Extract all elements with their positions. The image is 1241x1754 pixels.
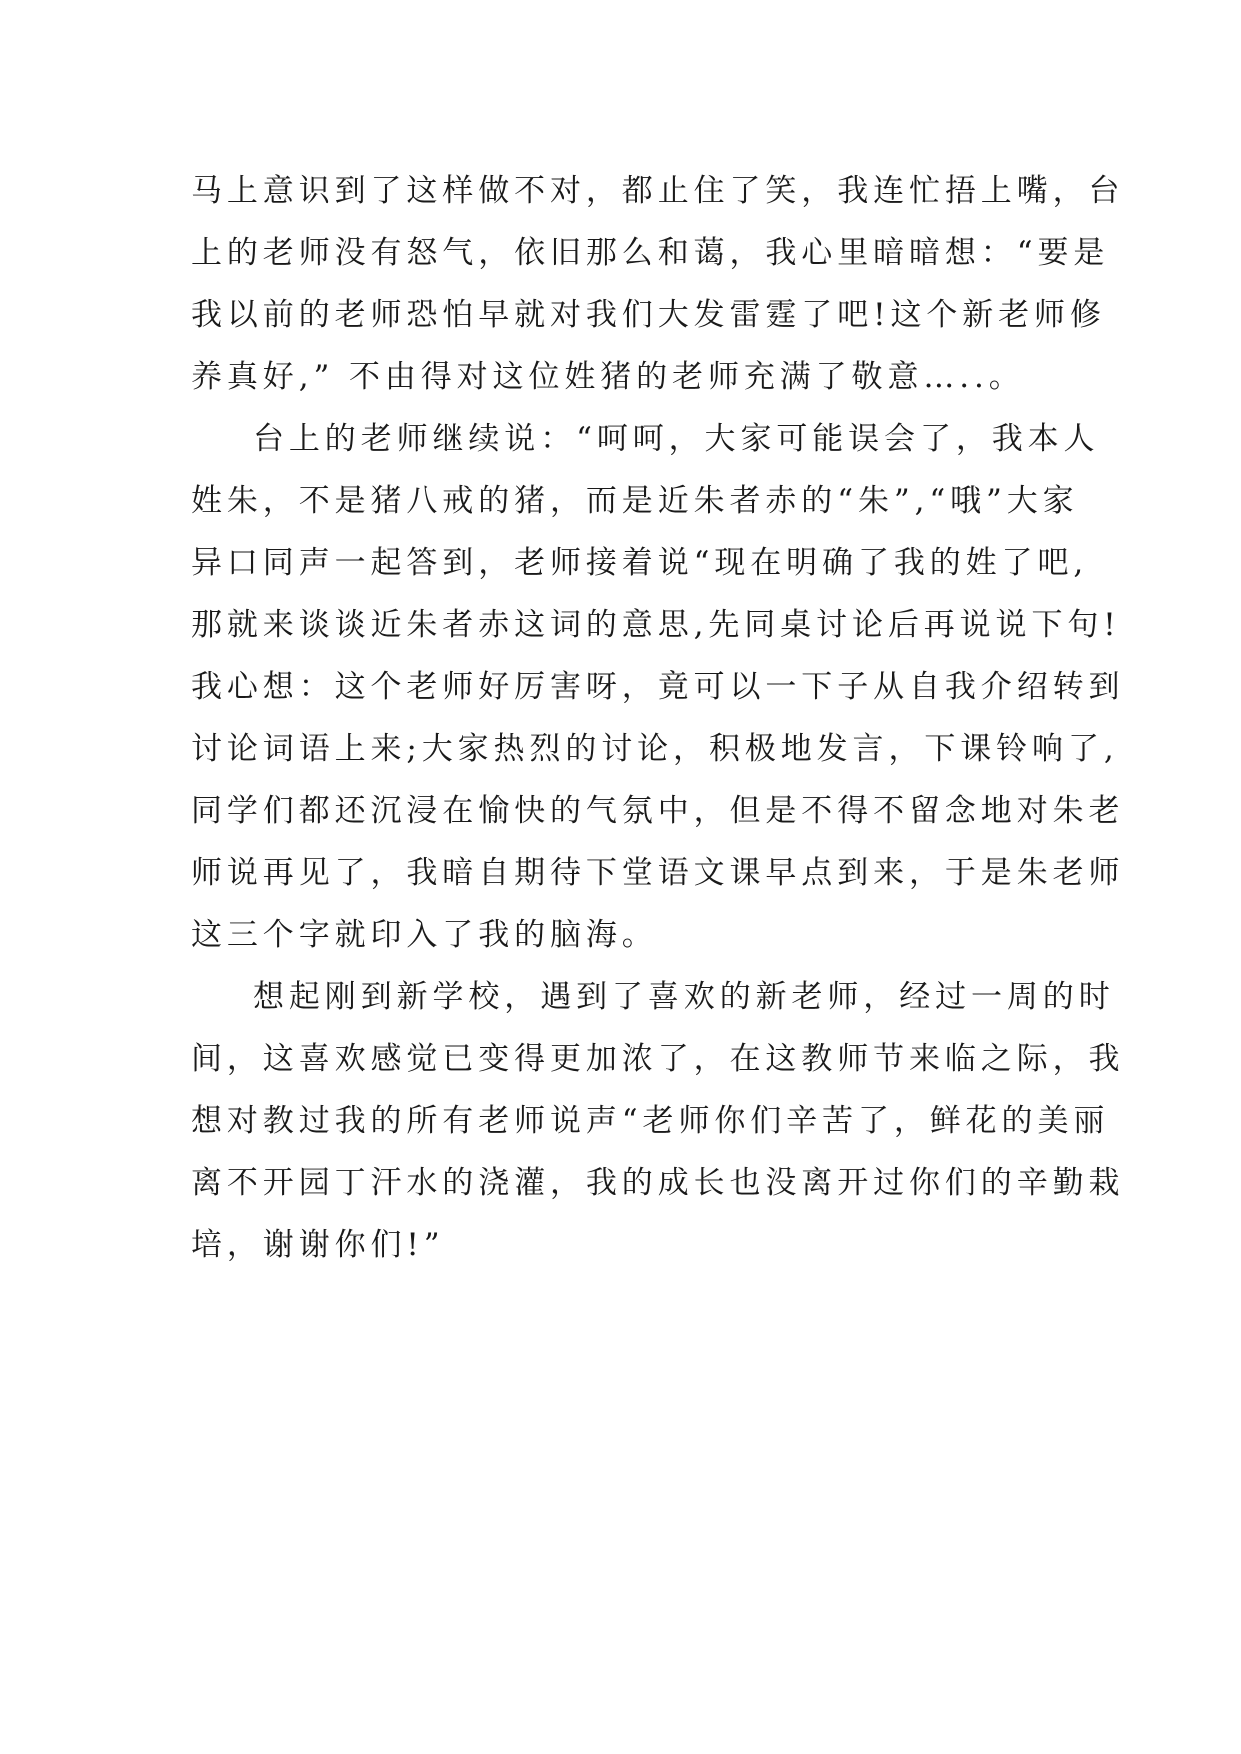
paragraph-3 (191, 966, 1125, 1276)
text-line: 台上的老师继续说：“呵呵，大家可能误会了，我本人 (253, 421, 1100, 457)
text-line: 离不开园丁汗水的浇灌，我的成长也没离开过你们的辛勤栽 (191, 1165, 1125, 1201)
text-line: 那就来谈谈近朱者赤这词的意思,先同桌讨论后再说说下句! (191, 607, 1121, 643)
text-line: 想起刚到新学校，遇到了喜欢的新老师，经过一周的时 (253, 979, 1115, 1015)
paragraph-1 (191, 160, 1125, 408)
text-line: 讨论词语上来;大家热烈的讨论，积极地发言，下课铃响了, (191, 731, 1119, 767)
text-line: 这三个字就印入了我的脑海。 (191, 917, 658, 953)
paragraph-2 (191, 408, 1125, 966)
text-line: 我以前的老师恐怕早就对我们大发雷霆了吧!这个新老师修 (191, 297, 1106, 333)
text-line: 我心想：这个老师好厉害呀，竟可以一下子从自我介绍转到 (191, 669, 1125, 705)
text-line: 姓朱，不是猪八戒的猪，而是近朱者赤的“朱”,“哦”大家 (191, 483, 1079, 519)
document-body (191, 160, 1125, 1276)
text-line: 异口同声一起答到，老师接着说“现在明确了我的姓了吧, (191, 545, 1089, 581)
text-line: 想对教过我的所有老师说声“老师你们辛苦了，鲜花的美丽 (191, 1103, 1110, 1139)
text-line: 上的老师没有怒气，依旧那么和蔼，我心里暗暗想：“要是 (191, 235, 1110, 271)
text-line: 间，这喜欢感觉已变得更加浓了，在这教师节来临之际，我 (191, 1041, 1125, 1077)
text-line: 养真好,” 不由得对这位姓猪的老师充满了敬意…..。 (191, 359, 1025, 395)
text-line: 师说再见了，我暗自期待下堂语文课早点到来，于是朱老师 (191, 855, 1125, 891)
text-line: 马上意识到了这样做不对，都止住了笑，我连忙捂上嘴，台 (191, 173, 1125, 209)
text-line: 同学们都还沉浸在愉快的气氛中，但是不得不留念地对朱老 (191, 793, 1125, 829)
text-line: 培，谢谢你们!” (191, 1227, 445, 1263)
